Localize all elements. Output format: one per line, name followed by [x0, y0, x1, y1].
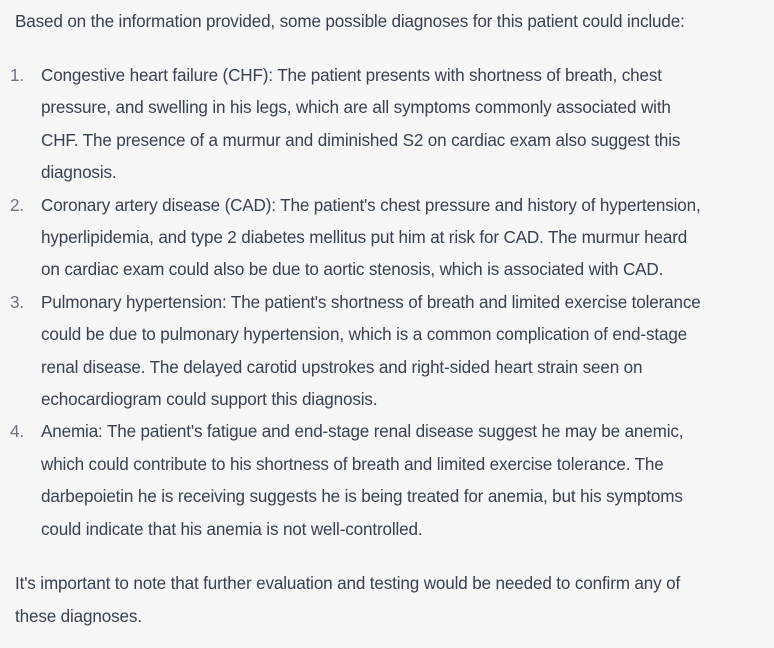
diagnosis-text-line: hyperlipidemia, and type 2 diabetes mellitus put him at risk for CAD. The murmur heard	[41, 228, 688, 248]
diagnosis-text-line: Pulmonary hypertension: The patient's shortness of breath and limited exercise tolerance	[41, 292, 701, 312]
diagnosis-item-chf	[10, 60, 766, 190]
diagnosis-text-line: Anemia: The patient's fatigue and end-stage renal disease suggest he may be anemic,	[41, 422, 684, 442]
diagnosis-text-line: which could contribute to his shortness of breath and limited exercise tolerance. The	[41, 454, 664, 474]
list-number: 2.	[10, 195, 24, 215]
diagnosis-text-line: on cardiac exam could also be due to aortic stenosis, which is associated with CAD.	[41, 260, 664, 280]
intro-text: Based on the information provided, some possible diagnoses for this patient could include:	[15, 12, 685, 31]
conclusion-line: It's important to note that further evaluation and testing would be needed to confirm any of	[15, 574, 681, 594]
conclusion-text	[15, 568, 766, 633]
diagnosis-text-line: CHF. The presence of a murmur and diminished S2 on cardiac exam also suggest this	[41, 130, 681, 150]
diagnosis-text-line: renal disease. The delayed carotid upstrokes and right-sided heart strain seen on	[41, 357, 643, 377]
list-number: 4.	[10, 422, 24, 442]
diagnosis-text-line: Congestive heart failure (CHF): The patient presents with shortness of breath, chest	[41, 66, 662, 85]
diagnosis-text-line: could be due to pulmonary hypertension, which is a common complication of end-stage	[41, 325, 688, 345]
list-number: 3.	[10, 292, 24, 312]
diagnosis-text-line: diagnosis.	[41, 163, 117, 183]
diagnosis-item-pulmonary-hypertension	[10, 287, 766, 417]
diagnosis-text-line: darbepoietin he is receiving suggests he is being treated for anemia, but his symptoms	[41, 487, 683, 507]
diagnosis-item-cad	[10, 190, 766, 287]
diagnosis-text-line: could indicate that his anemia is not well-controlled.	[41, 519, 423, 539]
conclusion-line: these diagnoses.	[15, 606, 142, 626]
diagnosis-item-anemia	[10, 416, 766, 546]
diagnosis-text-line: echocardiogram could support this diagnosis.	[41, 390, 378, 410]
diagnosis-text-line: pressure, and swelling in his legs, which are all symptoms commonly associated with	[41, 98, 671, 118]
diagnosis-text-line: Coronary artery disease (CAD): The patient's chest pressure and history of hypertension,	[41, 195, 701, 215]
list-number: 1.	[10, 66, 24, 85]
diagnosis-list	[10, 60, 766, 546]
